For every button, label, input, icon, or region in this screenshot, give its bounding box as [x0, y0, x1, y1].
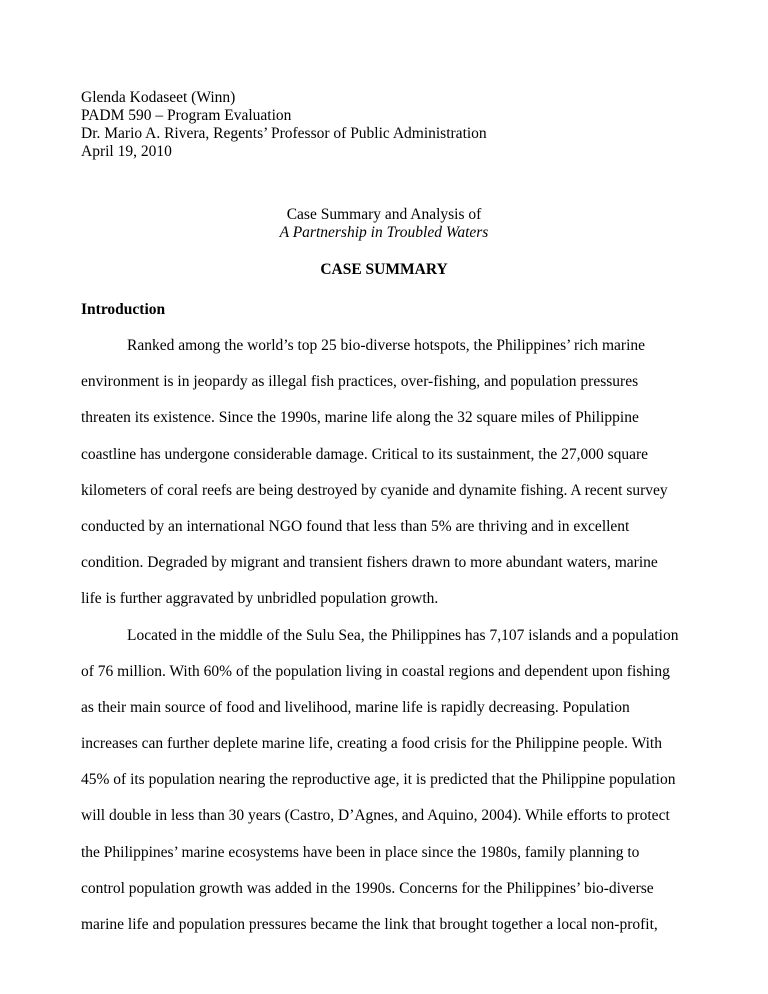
body-line: kilometers of coral reefs are being destroyed by cyanide and dynamite fishing. A recent survey	[81, 481, 668, 499]
body-line: coastline has undergone considerable damage. Critical to its sustainment, the 27,000 square	[81, 445, 649, 463]
body-line: will double in less than 30 years (Castro, D’Agnes, and Aquino, 2004). While efforts to protect	[81, 807, 670, 825]
professor-name: Dr. Mario A. Rivera, Regents’ Professor of Public Administration	[81, 125, 487, 142]
body-line: environment is in jeopardy as illegal fish practices, over-fishing, and population pressures	[81, 373, 639, 391]
subheading-introduction: Introduction	[81, 301, 166, 318]
body-line: increases can further deplete marine life, creating a food crisis for the Philippine people. With	[81, 735, 662, 753]
title-line-2: A Partnership in Troubled Waters	[279, 224, 489, 241]
body-line: as their main source of food and livelihood, marine life is rapidly decreasing. Population	[81, 698, 630, 716]
title-line-1: Case Summary and Analysis of	[286, 206, 482, 223]
body-line: 45% of its population nearing the reproductive age, it is predicted that the Philippine population	[81, 771, 676, 789]
body-text	[81, 337, 689, 952]
section-heading: CASE SUMMARY	[320, 261, 448, 278]
document-title	[0, 206, 768, 242]
body-line: control population growth was added in the 1990s. Concerns for the Philippines’ bio-diverse	[81, 879, 654, 897]
body-line: Ranked among the world’s top 25 bio-diverse hotspots, the Philippines’ rich marine	[127, 337, 646, 354]
body-line: marine life and population pressures became the link that brought together a local non-profit,	[81, 916, 658, 933]
body-line: conducted by an international NGO found that less than 5% are thriving and in excellent	[81, 517, 630, 535]
body-line: threaten its existence. Since the 1990s, marine life along the 32 square miles of Philippine	[81, 409, 639, 427]
body-line: life is further aggravated by unbridled population growth.	[81, 590, 439, 608]
body-line: of 76 million. With 60% of the population living in coastal regions and dependent upon fishing	[81, 662, 670, 680]
course-name: PADM 590 – Program Evaluation	[81, 107, 292, 124]
body-line: Located in the middle of the Sulu Sea, the Philippines has 7,107 islands and a population	[127, 626, 679, 644]
body-line: the Philippines’ marine ecosystems have been in place since the 1980s, family planning to	[81, 843, 640, 861]
document-date: April 19, 2010	[81, 143, 172, 160]
body-line: condition. Degraded by migrant and transient fishers drawn to more abundant waters, marine	[81, 554, 658, 572]
author-name: Glenda Kodaseet (Winn)	[81, 89, 236, 106]
header-block	[81, 89, 487, 161]
